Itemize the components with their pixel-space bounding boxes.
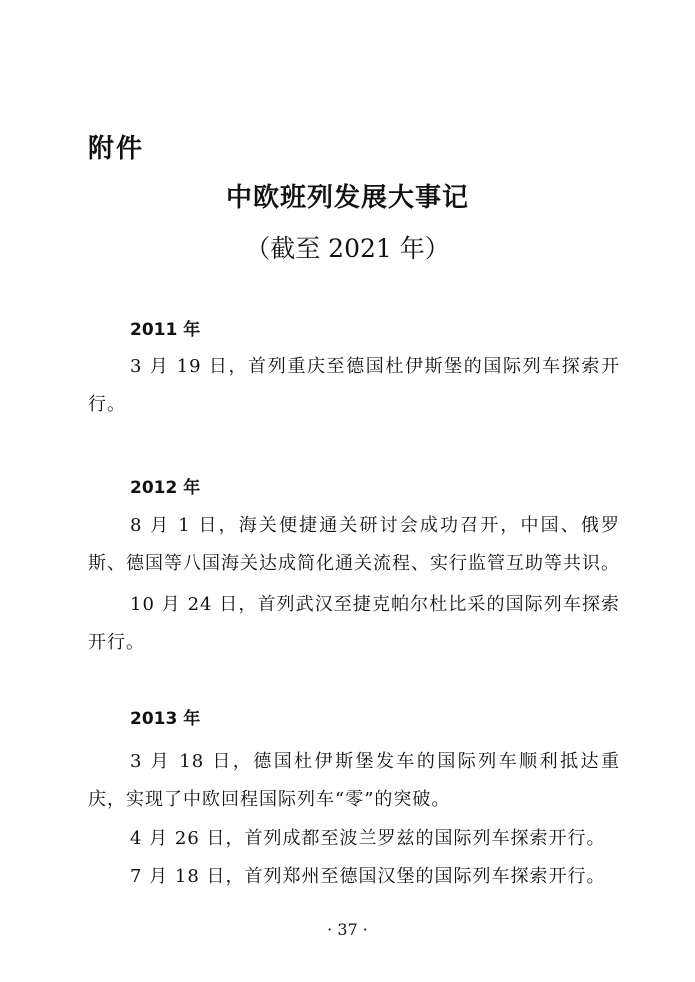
event-entry: 10 月 24 日，首列武汉至捷克帕尔杜比采的国际列车探索开行。 [88,594,620,653]
year-heading-2012: 2012 年 [130,478,201,498]
event-entry: 7 月 18 日，首列郑州至德国汉堡的国际列车探索开行。 [130,866,606,887]
attachment-label: 附件 [88,134,145,164]
document-subtitle: （截至 2021 年） [245,234,450,263]
event-entry: 8 月 1 日，海关便捷通关研讨会成功召开，中国、俄罗斯、德国等八国海关达成简化通关流程、实行监管互助等共识。 [88,515,620,574]
document-title: 中欧班列发展大事记 [225,183,469,213]
event-entry: 3 月 18 日，德国杜伊斯堡发车的国际列车顺利抵达重庆，实现了中欧回程国际列车“零”的突破。 [88,751,620,810]
year-heading-2013: 2013 年 [130,709,201,729]
event-entry: 3 月 19 日，首列重庆至德国杜伊斯堡的国际列车探索开行。 [88,356,620,415]
year-heading-2011: 2011 年 [130,320,201,340]
page-number: · 37 · [327,920,368,939]
event-entry: 4 月 26 日，首列成都至波兰罗兹的国际列车探索开行。 [130,828,606,849]
